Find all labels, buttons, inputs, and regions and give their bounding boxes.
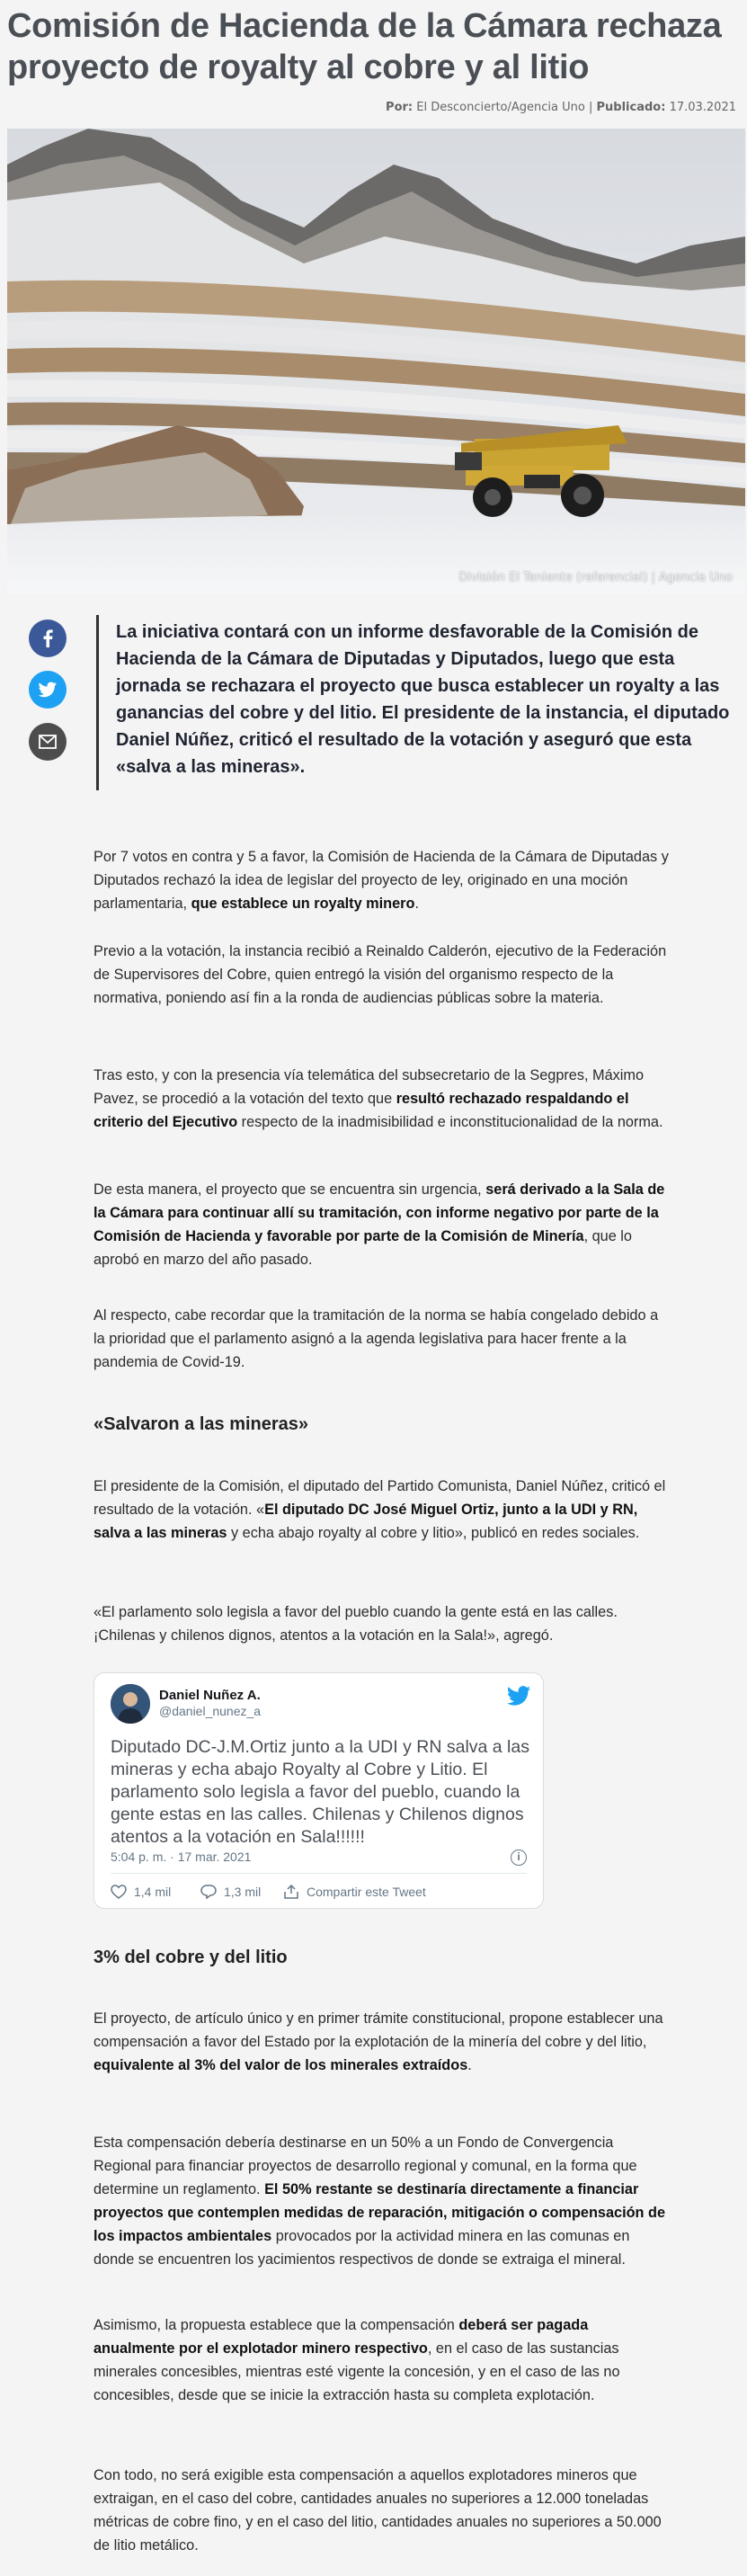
tweet-author-name[interactable]: Daniel Nuñez A. xyxy=(159,1688,261,1703)
paragraph-5: Al respecto, cabe recordar que la tramitación de la norma se había congelado debido a la prioridad que el parlamento asignó a la agenda legislativa para hacer frente a la pandemia de Covid-19. xyxy=(93,1307,659,1370)
p1-bold: que establece un royalty minero xyxy=(191,896,415,912)
p10-end: , en el caso de las sustancias minerales concesibles, mientras esté vigente la concesión, y en el caso de las no concesibles, desde que se inicie la extracción hasta su completa explotación. xyxy=(93,2340,620,2403)
avatar[interactable] xyxy=(111,1684,150,1724)
p6-bold: El diputado DC José Miguel Ortiz, junto a la UDI y RN, salva a las mineras xyxy=(93,1502,638,1541)
share-twitter-button[interactable] xyxy=(29,671,67,709)
share-icon xyxy=(283,1885,299,1899)
article-lead: La iniciativa contará con un informe desfavorable de la Comisión de Hacienda de la Cámara de Diputadas y Diputados, luego que esta jornada se rechazara el proyecto que busca establecer un royalty a las ganancias del cobre y del litio. El presidente de la instancia, el diputado Daniel Núñez, criticó el resultado de la votación y aseguró que esta «salva a las mineras». xyxy=(116,622,730,777)
hero-image xyxy=(7,129,745,593)
p1-end: . xyxy=(414,896,419,912)
tweet-like-button[interactable] xyxy=(111,1885,171,1899)
p9-text: Esta compensación debería destinarse en un 50% a un Fondo de Convergencia Regional para financiar proyectos de desarrollo regional y comunal, en la forma que determine un reglamento. xyxy=(93,2135,637,2197)
tweet-divider xyxy=(111,1873,527,1874)
p6-end: y echa abajo royalty al cobre y litio», publicó en redes sociales. xyxy=(227,1525,640,1541)
tweet-share-label: Compartir este Tweet xyxy=(307,1885,426,1899)
p9-bold: El 50% restante se destinaría directamente a financiar proyectos que contemplen medidas de reparación, mitigación o compensación de los impactos ambientales xyxy=(93,2181,666,2244)
tweet-reply-button[interactable] xyxy=(200,1885,261,1899)
paragraph-3 xyxy=(93,1064,669,1134)
paragraph-9 xyxy=(93,2131,669,2271)
heart-icon xyxy=(111,1885,127,1899)
paragraph-10 xyxy=(93,2313,669,2407)
tweet-text: Diputado DC-J.M.Ortiz junto a la UDI y RN salva a las mineras y echa abajo Royalty al Cobre y Litio. El parlamento solo legisla a favor del pueblo, cuando la gente estas en las calles. Chilenas y Chilenos dignos atentos a la votación en Sala!!!!!! xyxy=(111,1737,529,1847)
p8-text: El proyecto, de artículo único y en primer trámite constitucional, propone establecer una compensación a favor del Estado por la explotación de la minería del cobre y del litio, xyxy=(93,2010,663,2050)
twitter-icon xyxy=(29,671,67,709)
paragraph-2: Previo a la votación, la instancia recibió a Reinaldo Calderón, ejecutivo de la Federación de Supervisores del Cobre, quien entregó la visión del organismo respecto de la normativa, poniendo así fin a la ronda de audiencias públicas sobre la materia. xyxy=(93,943,667,1006)
p10-text: Asimismo, la propuesta establece que la compensación xyxy=(93,2317,459,2333)
paragraph-4 xyxy=(93,1178,669,1271)
p3-bold: resultó rechazado respaldando el criterio del Ejecutivo xyxy=(93,1091,629,1130)
tweet-like-count: 1,4 mil xyxy=(134,1885,172,1899)
p3-text: Tras esto, y con la presencia vía telemática del subsecretario de la Segpres, Máximo Pavez, se procedió a la votación del texto que xyxy=(93,1067,645,1107)
info-icon[interactable]: i xyxy=(511,1850,527,1866)
p3-end: respecto de la inadmisibilidad e inconstitucionalidad de la norma. xyxy=(237,1114,663,1130)
email-icon xyxy=(29,723,67,761)
byline-by-label: Por: xyxy=(386,101,414,114)
p9-end: provocados por la actividad minera en las comunas en donde se encuentren los yacimientos respectivos de donde se extraiga el mineral. xyxy=(93,2228,630,2268)
facebook-icon xyxy=(29,619,67,657)
p8-end: . xyxy=(467,2057,472,2073)
paragraph-7: «El parlamento solo legisla a favor del pueblo cuando la gente está en las calles. ¡Chilenas y chilenos dignos, atentos a la votación en la Sala!», agregó. xyxy=(93,1604,618,1644)
byline xyxy=(386,101,736,114)
twitter-bird-icon[interactable] xyxy=(507,1686,530,1706)
byline-date: 17.03.2021 xyxy=(669,101,736,114)
p4-end: , que lo aprobó en marzo del año pasado. xyxy=(93,1228,632,1268)
avatar-photo-icon xyxy=(111,1684,150,1724)
byline-separator: | xyxy=(588,101,593,114)
paragraph-11: Con todo, no será exigible esta compensación a aquellos explotadores mineros que extraigan, en el caso del cobre, cantidades anuales no superiores a 12.000 toneladas métricas de cobre fino, y en el caso del litio, cantidades anuales no superiores a 50.000 de litio metálico. xyxy=(93,2467,662,2554)
hero-caption: División El Teniente (referencial) | Agencia Uno xyxy=(458,571,733,584)
p4-bold: será derivado a la Sala de la Cámara para continuar allí su tramitación, con informe negativo por parte de la Comisión de Hacienda y favorable por parte de la Comisión de Minería xyxy=(93,1181,665,1244)
p1-text: Por 7 votos en contra y 5 a favor, la Comisión de Hacienda de la Cámara de Diputadas y Diputados rechazó la idea de legislar del proyecto de ley, originado en una moción parlamentaria, xyxy=(93,849,669,912)
embedded-tweet[interactable] xyxy=(93,1672,544,1909)
tweet-share-button[interactable] xyxy=(283,1885,426,1899)
share-email-button[interactable] xyxy=(29,723,67,761)
byline-published-label: Publicado: xyxy=(596,101,666,114)
p6-text: El presidente de la Comisión, el diputado del Partido Comunista, Daniel Núñez, criticó el resultado de la votación. « xyxy=(93,1478,666,1518)
share-facebook-button[interactable] xyxy=(29,619,67,657)
p8-bold: equivalente al 3% del valor de los minerales extraídos xyxy=(93,2057,468,2073)
section-heading-cobre-litio: 3% del cobre y del litio xyxy=(93,1948,288,1967)
paragraph-8 xyxy=(93,2007,669,2077)
tweet-timestamp[interactable]: 5:04 p. m. · 17 mar. 2021 xyxy=(111,1850,252,1864)
tweet-reply-count: 1,3 mil xyxy=(224,1885,262,1899)
p10-bold: deberá ser pagada anualmente por el explotador minero respectivo xyxy=(93,2317,589,2357)
mine-truck-photo xyxy=(7,129,745,593)
paragraph-6 xyxy=(93,1475,669,1545)
tweet-author-handle[interactable]: @daniel_nunez_a xyxy=(159,1704,262,1718)
p4-text: De esta manera, el proyecto que se encuentra sin urgencia, xyxy=(93,1181,486,1198)
lead-quote-bar xyxy=(96,615,99,790)
section-heading-mineras: «Salvaron a las mineras» xyxy=(93,1414,309,1434)
paragraph-1 xyxy=(93,845,669,915)
article-title: Comisión de Hacienda de la Cámara rechaza proyecto de royalty al cobre y al litio xyxy=(7,7,722,86)
reply-icon xyxy=(200,1885,217,1899)
byline-authors[interactable]: El Desconcierto/Agencia Uno xyxy=(416,101,585,114)
